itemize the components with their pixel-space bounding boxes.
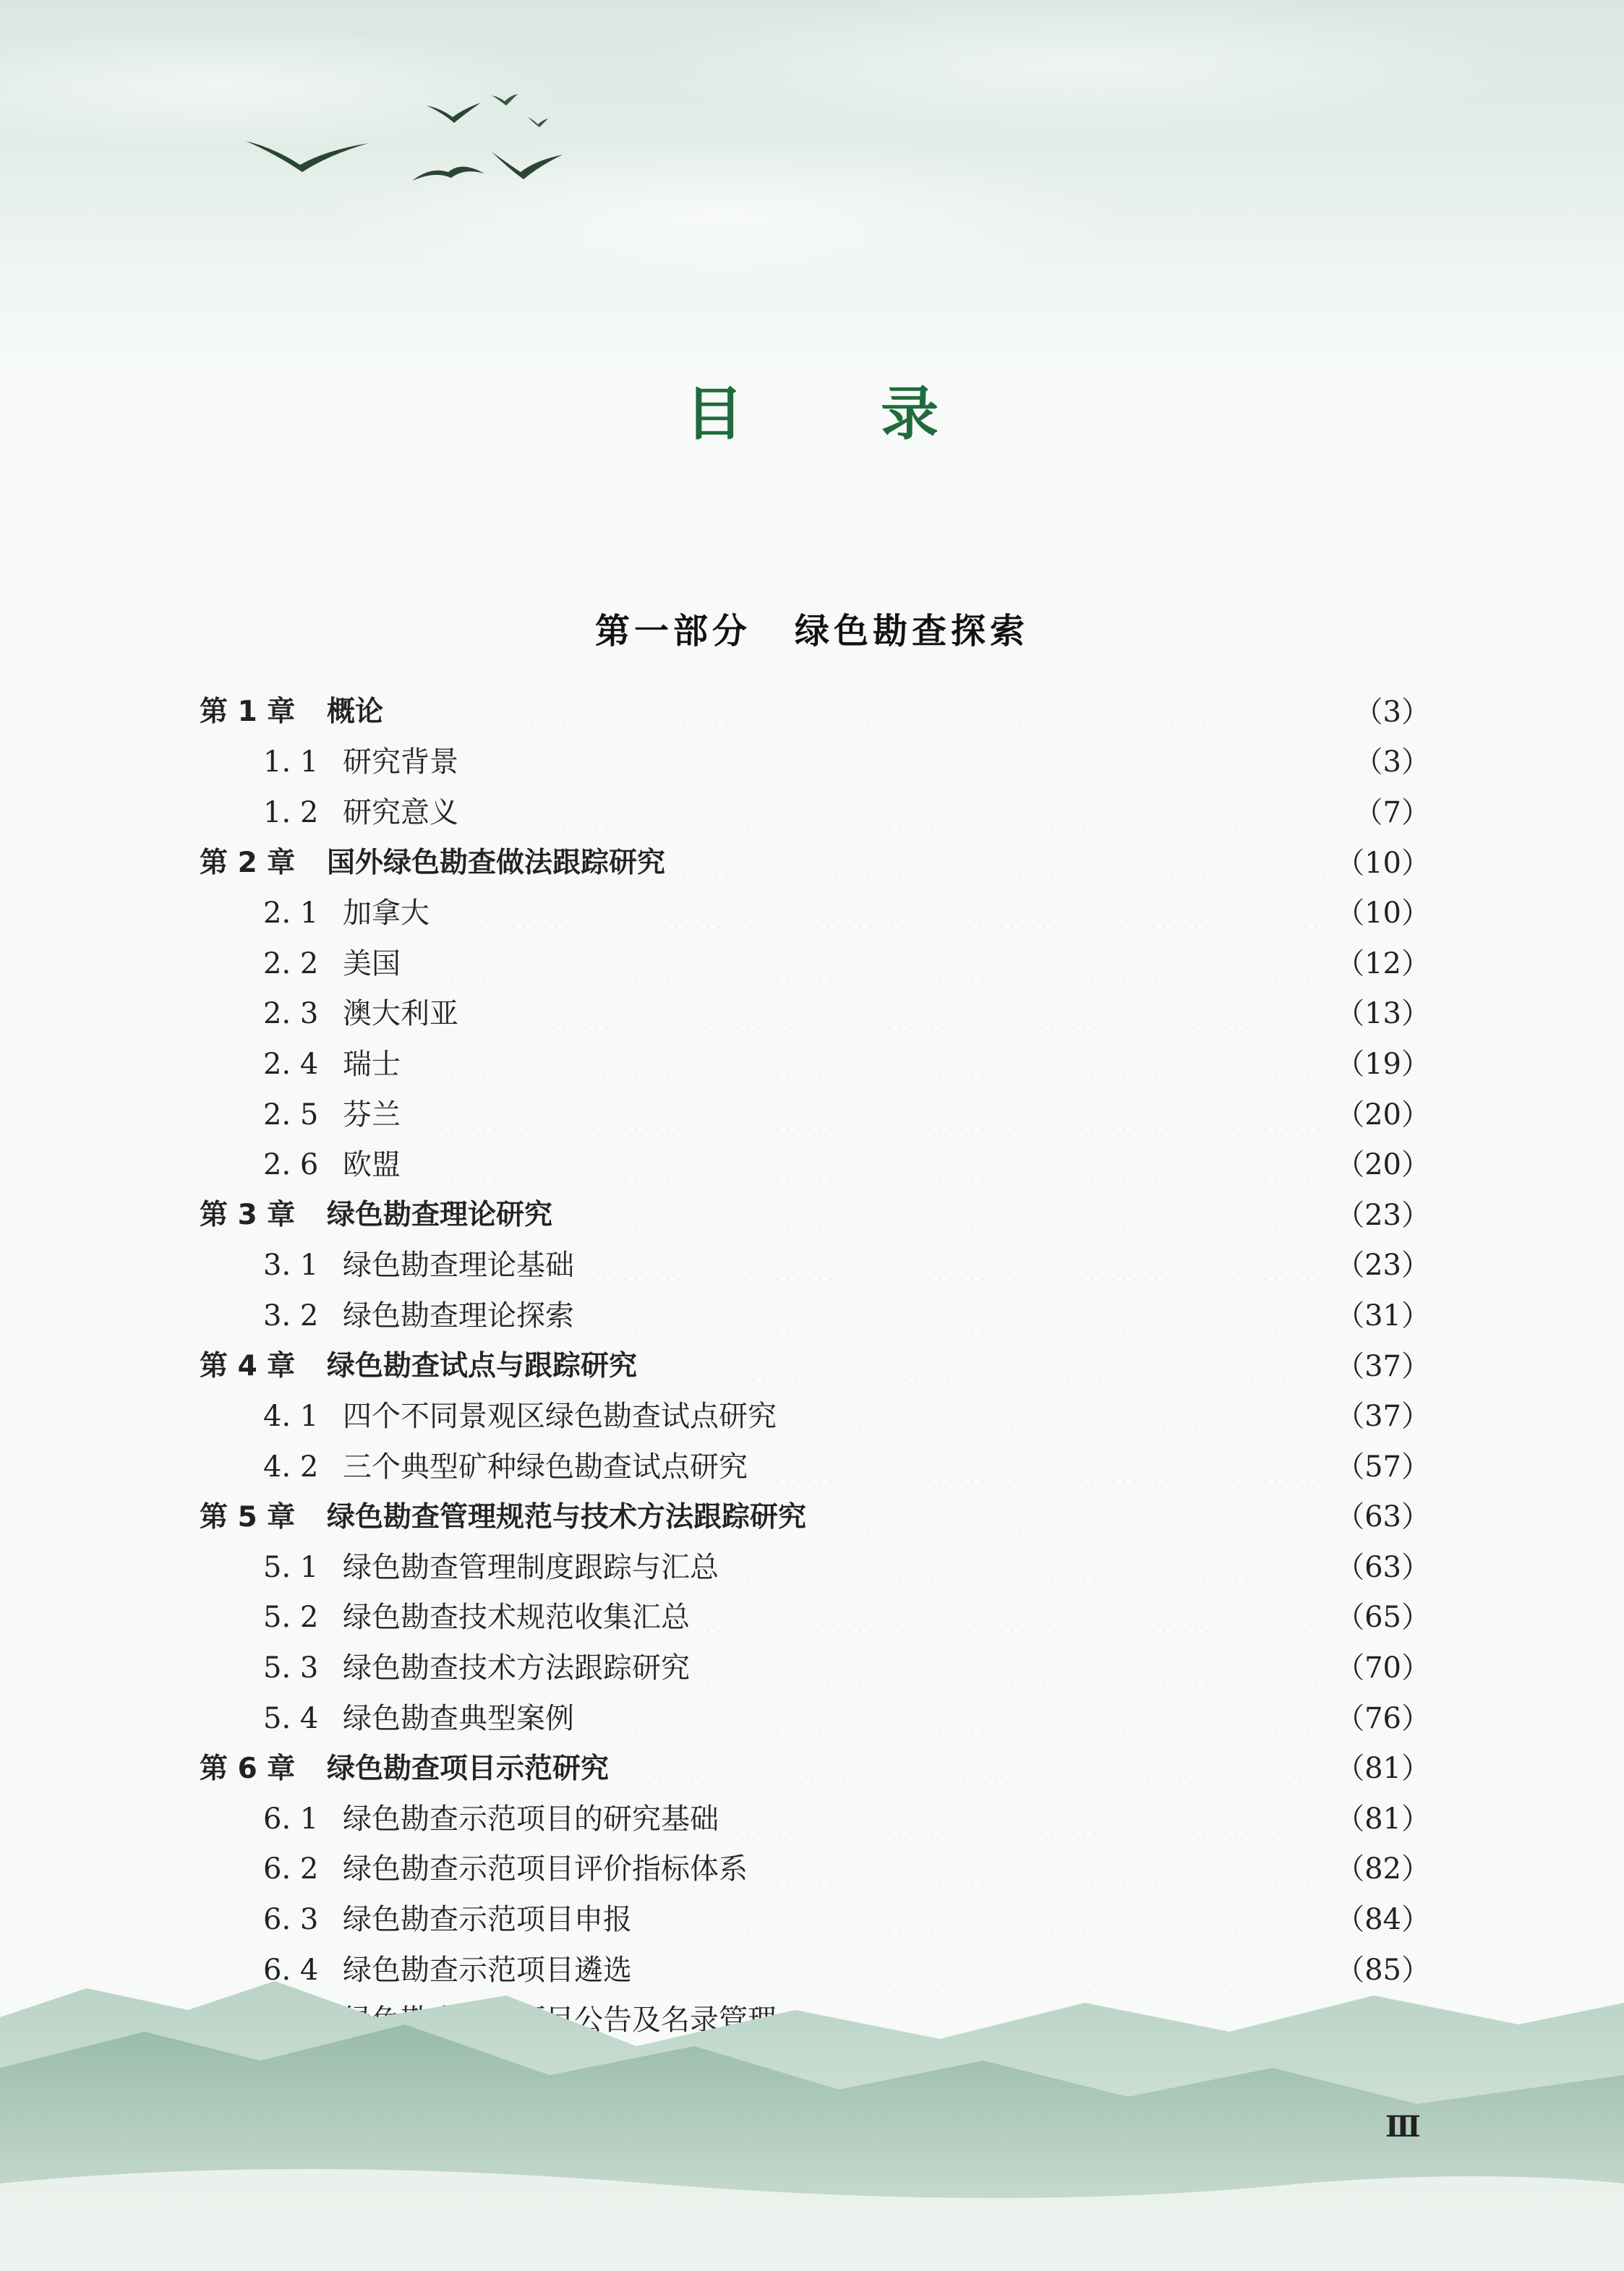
toc-entry-title: 绿色勘查管理规范与技术方法跟踪研究 — [327, 1500, 807, 1534]
toc-entry-title: 瑞士 — [343, 1047, 401, 1081]
toc-entry-number: 5. 4 — [263, 1701, 319, 1735]
page-number: Ⅲ — [1385, 2110, 1421, 2144]
toc-entry-page: （12） — [1335, 946, 1430, 980]
toc-entry-number: 3. 1 — [263, 1249, 319, 1283]
toc-entry-title: 四个不同景观区绿色勘查试点研究 — [343, 1400, 777, 1434]
toc-entry-page: （20） — [1335, 1148, 1430, 1182]
toc-entry-page: （20） — [1335, 1098, 1430, 1132]
toc-entry-number: 2. 6 — [263, 1148, 319, 1182]
toc-entry-title: 三个典型矿种绿色勘查试点研究 — [343, 1450, 748, 1484]
toc-entry-title: 概论 — [327, 696, 384, 729]
toc-entry-title: 绿色勘查理论研究 — [327, 1199, 553, 1232]
toc-entry-number: 第 3 章 — [200, 1199, 296, 1232]
toc-section-row — [200, 1593, 1430, 1643]
toc-leader-dots — [703, 1654, 1325, 1682]
toc-section-row — [200, 1391, 1430, 1442]
toc-entry-number: 2. 5 — [263, 1098, 319, 1132]
toc-entry-page: （23） — [1335, 1198, 1430, 1232]
part-title — [0, 603, 1624, 653]
toc-entry-title: 绿色勘查项目示范研究 — [327, 1752, 610, 1785]
toc-section-row — [200, 888, 1430, 938]
toc-leader-dots — [790, 1402, 1325, 1431]
toc-entry-number: 1. 2 — [263, 795, 319, 829]
toc-entry-number: 2. 2 — [263, 946, 319, 980]
toc-leader-dots — [396, 698, 1344, 727]
toc-section-row — [200, 1693, 1430, 1744]
page-title-second: 录 — [881, 380, 939, 448]
toc-entry-number: 6. 4 — [263, 1953, 319, 1987]
toc-entry-title: 绿色勘查示范项目申报 — [343, 1903, 632, 1937]
toc-entry-page: （19） — [1335, 1047, 1430, 1081]
toc-entry-title: 绿色勘查示范项目的研究基础 — [343, 1802, 719, 1836]
toc-leader-dots — [414, 1150, 1325, 1179]
toc-chapter-row — [200, 1492, 1430, 1543]
toc-entry-page: （63） — [1335, 1550, 1430, 1584]
toc-leader-dots — [414, 1050, 1325, 1079]
toc-entry-page: （10） — [1335, 897, 1430, 931]
toc-entry-page: （57） — [1335, 1450, 1430, 1484]
toc-leader-dots — [703, 1603, 1325, 1632]
page-title — [0, 367, 1624, 450]
toc-leader-dots — [565, 1201, 1325, 1230]
toc-entry-page: （37） — [1335, 1400, 1430, 1434]
toc-entry-title: 绿色勘查理论基础 — [343, 1249, 574, 1283]
toc-entry-number: 5. 3 — [263, 1651, 319, 1685]
toc-entry-title: 欧盟 — [343, 1148, 401, 1182]
toc-leader-dots — [622, 1754, 1325, 1783]
toc-section-row — [200, 1442, 1430, 1492]
part-name: 绿色勘查探索 — [795, 611, 1030, 651]
birds-icon — [231, 80, 578, 195]
toc-section-row — [200, 1844, 1430, 1895]
toc-chapter-row — [200, 687, 1430, 737]
toc-chapter-row — [200, 1743, 1430, 1794]
toc-section-row — [200, 1643, 1430, 1693]
toc-entry-number: 第 1 章 — [200, 696, 296, 729]
toc-entry-title: 加拿大 — [343, 897, 429, 931]
toc-leader-dots — [587, 1301, 1325, 1330]
toc-section-row — [200, 989, 1430, 1040]
toc-entry-number: 2. 1 — [263, 897, 319, 931]
toc-entry-page: （81） — [1335, 1802, 1430, 1836]
toc-entry-page: （10） — [1335, 846, 1430, 880]
toc-leader-dots — [414, 949, 1325, 978]
toc-entry-number: 6. 2 — [263, 1852, 319, 1886]
toc-section-row — [200, 1139, 1430, 1190]
toc-entry-page: （81） — [1335, 1752, 1430, 1786]
toc-entry-page: （84） — [1335, 1903, 1430, 1937]
toc-section-row — [200, 1542, 1430, 1593]
toc-section-row — [200, 787, 1430, 838]
toc-entry-number: 第 6 章 — [200, 1752, 296, 1785]
toc-entry-number: 4. 1 — [263, 1400, 319, 1434]
toc-entry-title: 绿色勘查理论探索 — [343, 1299, 574, 1333]
toc-entry-title: 澳大利亚 — [343, 997, 458, 1031]
toc-entry-number: 2. 3 — [263, 997, 319, 1031]
mountains-icon — [0, 1967, 1624, 2271]
page-title-first: 目 — [685, 380, 743, 448]
toc-entry-page: （13） — [1335, 997, 1430, 1031]
toc-entry-title: 绿色勘查技术方法跟踪研究 — [343, 1651, 690, 1685]
toc-entry-number: 6. 3 — [263, 1903, 319, 1937]
toc-entry-page: （70） — [1335, 1651, 1430, 1685]
toc-leader-dots — [587, 1251, 1325, 1280]
toc-entry-page: （7） — [1354, 795, 1430, 829]
toc-leader-dots — [587, 1704, 1325, 1733]
toc-section-row — [200, 1291, 1430, 1341]
toc-leader-dots — [678, 849, 1325, 878]
toc-entry-title: 绿色勘查试点与跟踪研究 — [327, 1350, 638, 1383]
toc-leader-dots — [819, 1502, 1325, 1531]
toc-leader-dots — [650, 1352, 1325, 1381]
toc-entry-page: （85） — [1335, 1953, 1430, 1987]
toc-entry-number: 第 2 章 — [200, 847, 296, 880]
toc-entry-title: 研究背景 — [343, 745, 458, 779]
toc-section-row — [200, 1894, 1430, 1945]
toc-entry-page: （82） — [1335, 1852, 1430, 1886]
toc-entry-number: 第 5 章 — [200, 1500, 296, 1534]
toc-entry-number: 1. 1 — [263, 745, 319, 779]
toc-section-row — [200, 1794, 1430, 1844]
toc-entry-page: （37） — [1335, 1349, 1430, 1383]
table-of-contents — [200, 687, 1430, 2045]
toc-entry-number: 3. 2 — [263, 1299, 319, 1333]
toc-entry-page: （65） — [1335, 1601, 1430, 1635]
toc-entry-number: 5. 2 — [263, 1601, 319, 1635]
toc-entry-title: 绿色勘查示范项目评价指标体系 — [343, 1852, 748, 1886]
toc-entry-page: （76） — [1335, 1701, 1430, 1735]
toc-entry-number: 4. 2 — [263, 1450, 319, 1484]
toc-leader-dots — [732, 1805, 1325, 1834]
toc-entry-title: 绿色勘查典型案例 — [343, 1701, 574, 1735]
toc-entry-page: （3） — [1354, 745, 1430, 779]
toc-entry-title: 绿色勘查技术规范收集汇总 — [343, 1601, 690, 1635]
toc-entry-number: 6. 1 — [263, 1802, 319, 1836]
toc-entry-title: 美国 — [343, 946, 401, 980]
part-number: 第一部分 — [594, 611, 751, 651]
toc-entry-title: 绿色勘查管理制度跟踪与汇总 — [343, 1550, 719, 1584]
toc-leader-dots — [443, 899, 1325, 928]
toc-leader-dots — [761, 1453, 1325, 1481]
toc-entry-title: 芬兰 — [343, 1098, 401, 1132]
toc-entry-page: （3） — [1354, 695, 1430, 729]
toc-entry-title: 研究意义 — [343, 795, 458, 829]
toc-entry-page: （31） — [1335, 1299, 1430, 1333]
toc-chapter-row — [200, 1341, 1430, 1392]
toc-leader-dots — [732, 1553, 1325, 1582]
toc-leader-dots — [471, 999, 1325, 1028]
toc-section-row — [200, 1241, 1430, 1291]
toc-leader-dots — [471, 748, 1344, 777]
toc-section-row — [200, 1039, 1430, 1090]
toc-entry-number: 5. 1 — [263, 1550, 319, 1584]
toc-chapter-row — [200, 838, 1430, 889]
toc-section-row — [200, 737, 1430, 788]
toc-chapter-row — [200, 1190, 1430, 1241]
toc-section-row — [200, 938, 1430, 989]
toc-entry-title: 国外绿色勘查做法跟踪研究 — [327, 847, 666, 880]
toc-leader-dots — [761, 1855, 1325, 1883]
toc-entry-page: （63） — [1335, 1500, 1430, 1534]
toc-entry-number: 第 4 章 — [200, 1350, 296, 1383]
toc-entry-page: （23） — [1335, 1249, 1430, 1283]
toc-leader-dots — [645, 1905, 1325, 1934]
toc-section-row — [200, 1090, 1430, 1140]
toc-leader-dots — [414, 1100, 1325, 1129]
toc-leader-dots — [471, 798, 1344, 827]
toc-entry-number: 2. 4 — [263, 1047, 319, 1081]
toc-entry-title: 绿色勘查示范项目遴选 — [343, 1953, 632, 1987]
